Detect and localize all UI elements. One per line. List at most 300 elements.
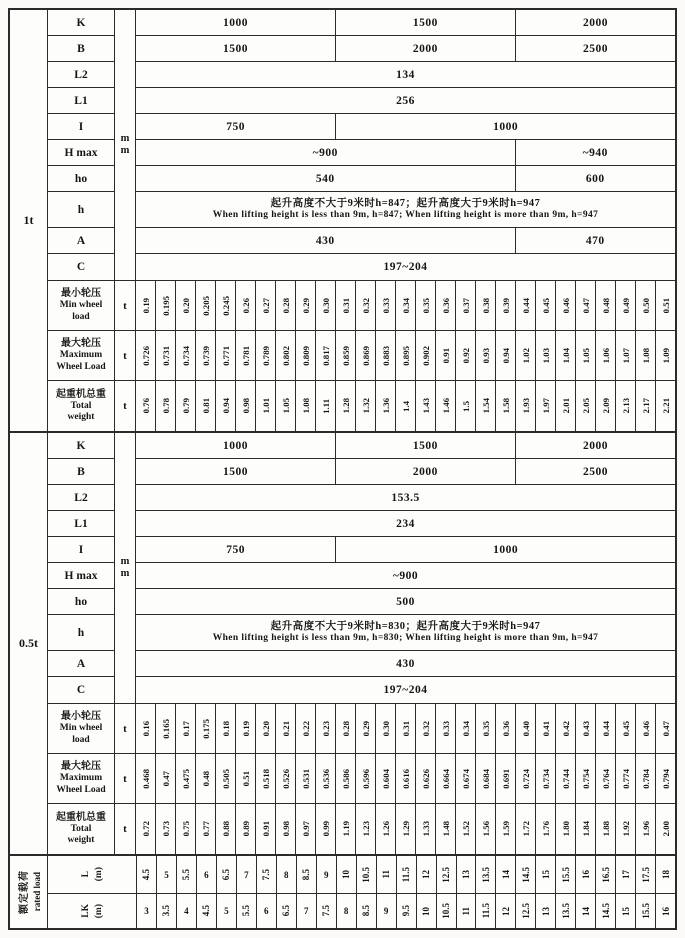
span-value-cell [157,894,177,928]
load-value: 0.505 [220,768,231,789]
span-value-cell [297,894,317,928]
load-value: 1.09 [660,347,671,364]
span-value-cell [137,856,157,893]
span-value: 16 [580,870,591,879]
load-value-cell [176,754,196,803]
rated-load-body [48,856,675,928]
span-value-cell [536,894,556,928]
param-label-k: K [48,10,114,36]
load-value-cell [236,704,256,753]
span-value: 8.5 [301,868,312,881]
load-value: 0.883 [380,345,391,366]
load-value: 0.902 [420,345,431,366]
load-value: 1.06 [600,347,611,364]
dim-value-cell: 750 [136,537,336,562]
load-value-cell [216,331,236,380]
load-value-cell [316,754,336,803]
span-value: 6.5 [281,905,292,917]
load-value-cell [576,281,596,330]
load-value-cell [516,804,536,854]
load-value-cell [536,754,556,803]
dim-row-b-values [136,36,675,62]
load-label-cn: 最小轮压 [61,288,101,300]
load-value-cell [196,331,216,380]
dim-value-cell: 540 [136,166,516,191]
param-label-ho: ho [48,589,114,615]
load-value-cell [616,704,636,753]
load-value-cell [616,381,636,431]
span-row-lk-values [137,894,675,928]
span-value-cell [177,894,197,928]
span-value: 15 [620,906,631,916]
span-value: 6.5 [221,868,232,881]
span-value: 10 [341,870,352,879]
load-value: 1.52 [460,821,471,837]
span-value: 6 [204,869,209,880]
load-value: 0.47 [580,297,591,314]
span-value: 15.5 [560,866,571,883]
load-value-cell [636,281,656,330]
load-value: 0.97 [300,821,311,837]
load-value-cell [436,281,456,330]
load-value-cell [456,281,476,330]
dim-value-cell: ~900 [136,140,516,165]
load-value-cell [376,281,396,330]
load-value: 0.784 [640,768,651,789]
load-value: 1.19 [340,821,351,837]
load-value-cell [576,381,596,431]
load-value: 0.78 [160,398,171,414]
load-value-cell [256,804,276,854]
load-value-cell [516,331,536,380]
load-value: 0.30 [380,720,391,737]
load-value-cell [396,381,416,431]
load-value: 0.817 [320,345,331,366]
dim-value-cell: 470 [585,234,605,247]
span-value: 14 [580,906,591,916]
load-value-cell [516,281,536,330]
load-value-cell [316,381,336,431]
min-wheel-load-values [136,704,675,753]
load-value-cell [276,754,296,803]
load-value: 0.50 [640,297,651,314]
load-value-cell [656,381,675,431]
span-value-cell [337,856,357,893]
span-value-cell [457,894,477,928]
dim-value-cell: 256 [396,94,415,107]
span-value: 7 [244,869,249,880]
load-value: 1.33 [420,821,431,837]
load-value: 0.754 [580,768,591,789]
load-value-cell [276,381,296,431]
load-value: 0.734 [180,345,191,366]
dim-row-ho-values [136,166,675,192]
load-value: 0.46 [640,720,651,737]
load-value-cell [636,754,656,803]
dim-row-l2-values [136,485,675,511]
load-value-cell [436,331,456,380]
load-value: 0.38 [480,297,491,314]
load-value-cell [156,281,176,330]
load-value: 0.75 [180,821,191,837]
load-value-cell [636,381,656,431]
span-value: 15 [540,870,551,879]
load-value-cell [236,281,256,330]
span-value: 12 [421,870,432,879]
load-value: 0.32 [360,297,371,314]
dim-row-h-note [136,615,675,651]
dim-value-cell: 2500 [582,465,608,478]
dim-value-cell: 600 [585,172,605,185]
load-value-cell [396,754,416,803]
load-value: 0.19 [240,720,251,737]
load-value: 0.859 [340,345,351,366]
load-value-cell [316,804,336,854]
span-row-l-label [48,856,137,893]
load-value: 1.72 [520,821,531,837]
span-value: 4.5 [201,905,212,917]
dim-value-cell: 2000 [336,36,516,61]
load-value-cell [336,281,356,330]
span-value: 14 [500,870,511,879]
span-value: 12.5 [441,866,452,883]
load-value-cell [596,331,616,380]
load-value: 0.764 [600,768,611,789]
span-value-cell [656,894,675,928]
span-value-cell [576,856,596,893]
load-value: 0.205 [200,295,211,316]
span-value-cell [197,894,217,928]
span-value-cell [476,894,496,928]
load-value: 0.94 [220,398,231,414]
span-value-cell [636,856,656,893]
param-label-h: h [48,192,114,228]
load-value: 0.30 [320,297,331,314]
load-value-cell [416,804,436,854]
load-value-cell [256,281,276,330]
load-value-cell [136,281,156,330]
load-value: 1.54 [480,398,491,414]
load-value: 0.88 [220,821,231,837]
span-value-cell [257,894,277,928]
load-value: 0.536 [320,768,331,789]
load-value-cell [296,754,316,803]
h-note-en: When lifting height is less than 9m, h=847; When lifting height is more than 9m, h=947 [212,210,599,221]
load-value: 0.51 [240,770,251,787]
load-value: 0.802 [280,345,291,366]
load-value: 0.47 [660,720,671,737]
load-value: 0.47 [160,770,171,787]
load-label-en2: weight [67,412,95,422]
load-value: 0.41 [540,720,551,737]
max-wheel-load-values [136,754,675,803]
section-0-5t-label: 0.5t [10,433,48,854]
load-value-cell [536,281,556,330]
load-value: 2.01 [560,398,571,414]
section-rated-load [10,856,675,928]
load-value-cell [336,381,356,431]
dim-row-h-note [136,192,675,228]
load-value: 0.684 [480,768,491,789]
load-value: 0.781 [240,345,251,366]
span-value-cell [536,856,556,893]
load-value-cell [516,754,536,803]
load-value-cell [456,704,476,753]
crane-spec-table [8,8,677,930]
dim-row-i-values [136,537,675,563]
load-value-cell [216,704,236,753]
load-value: 0.28 [280,297,291,314]
load-value: 0.91 [440,347,451,364]
span-value: 11.5 [480,903,491,919]
load-value: 0.724 [520,768,531,789]
load-value: 0.245 [220,295,231,316]
load-value-cell [196,754,216,803]
dim-value-cell: 1000 [493,543,519,556]
dim-value-cell: 2000 [336,459,516,484]
load-value-cell [216,381,236,431]
max-wheel-load-row-1t [48,331,675,381]
load-value-cell [336,331,356,380]
span-value: 4 [184,906,189,916]
span-value-cell [337,894,357,928]
load-value-cell [356,804,376,854]
load-value: 1.05 [580,347,591,364]
load-value: 0.44 [520,297,531,314]
load-value: 0.23 [320,720,331,737]
load-value: 1.01 [260,398,271,414]
span-label-unit: (m) [93,867,104,882]
load-value: 0.468 [140,768,151,789]
load-value-cell [336,804,356,854]
load-value-cell [636,331,656,380]
dim-value-cell: 1500 [336,433,516,458]
load-value-cell [176,704,196,753]
dim-row-a-values [136,228,675,254]
load-value: 1.4 [400,400,411,412]
load-value-cell [296,281,316,330]
load-value-cell [376,804,396,854]
load-value-cell [236,754,256,803]
load-value-cell [496,281,516,330]
unit-t-cell: t [115,281,136,330]
dim-value-cell: 1000 [136,10,336,35]
min-wheel-load-values [136,281,675,330]
load-value-cell [136,704,156,753]
load-value-cell [476,804,496,854]
span-value: 13.5 [560,903,571,919]
span-value: 7.5 [321,905,332,917]
load-value-cell [616,754,636,803]
load-value-cell [416,381,436,431]
load-value-cell [436,704,456,753]
unit-t-cell: t [115,381,136,431]
load-value-cell [416,331,436,380]
load-value-cell [196,381,216,431]
load-value: 0.20 [180,297,191,314]
span-value: 8.5 [361,905,372,917]
load-value-cell [516,381,536,431]
param-label-c: C [76,684,86,696]
span-value: 8 [343,906,349,916]
load-value: 0.626 [420,768,431,789]
section-1t-body [48,10,675,431]
span-value-cell [277,856,297,893]
h-note-cn: 起升高度不大于9米时h=847；起升高度大于9米时h=947 [270,198,541,209]
h-note-cn: 起升高度不大于9米时h=830；起升高度大于9米时h=947 [270,621,541,632]
span-value-cell [297,856,317,893]
load-value: 2.13 [620,398,631,414]
span-value-cell [576,894,596,928]
unit-mm-cell [115,433,136,703]
load-value: 0.22 [300,720,311,737]
load-value-cell [136,804,156,854]
load-value: 1.59 [500,821,511,837]
span-value-cell [616,856,636,893]
load-value-cell [276,331,296,380]
span-value: 17 [620,870,631,879]
load-value-cell [236,804,256,854]
load-value-cell [616,331,636,380]
load-value-cell [596,804,616,854]
dim-value-cell: 430 [396,657,415,670]
load-value: 0.734 [540,768,551,789]
load-value: 0.526 [280,768,291,789]
span-value: 11 [460,906,471,916]
max-wheel-load-label [48,754,115,803]
load-value: 1.05 [280,398,291,414]
span-value-cell [496,856,516,893]
load-value: 0.34 [460,720,471,737]
span-value: 6 [264,906,269,916]
dim-row-hmax-values [136,563,675,589]
load-value: 0.165 [160,718,171,739]
load-value-cell [416,281,436,330]
load-value: 0.586 [340,768,351,789]
dims-block-0-5t [48,433,675,704]
dim-row-c-values [136,254,675,280]
load-label-cn: 最小轮压 [61,711,101,723]
load-value-cell [596,281,616,330]
load-value: 0.45 [620,720,631,737]
load-value: 0.98 [280,821,291,837]
span-value-cell [476,856,496,893]
load-value-cell [656,754,675,803]
span-row-l [48,856,675,894]
dim-row-l1-values [136,88,675,114]
load-label-cn: 起重机总重 [56,811,106,823]
load-value: 0.81 [200,398,211,414]
load-value: 0.39 [500,297,511,314]
span-value: 5.5 [241,905,252,917]
span-value: 16 [660,906,671,916]
dim-value-cell: 234 [396,517,415,530]
load-value: 0.21 [280,720,291,737]
load-value: 0.771 [220,345,231,366]
load-value-cell [216,281,236,330]
data-column-0-5t [136,433,675,703]
load-value-cell [136,331,156,380]
load-value: 1.93 [520,398,531,414]
load-value: 0.774 [620,768,631,789]
load-value: 2.05 [580,398,591,414]
span-value-cell [596,894,616,928]
load-value: 1.36 [380,398,391,414]
load-value-cell [176,804,196,854]
dim-row-b-values [136,459,675,485]
span-value: 8 [284,869,289,880]
load-value-cell [316,704,336,753]
load-value-cell [276,804,296,854]
load-value: 0.44 [600,720,611,737]
span-value: 12 [500,906,511,916]
unit-t-cell: t [115,704,136,753]
load-value: 1.92 [620,821,631,837]
load-value: 0.46 [560,297,571,314]
dim-row-l2-values [136,62,675,88]
load-value-cell [256,331,276,380]
unit-mm-text: mm [119,133,131,157]
total-weight-label [48,381,115,431]
section-0-5t-body [48,433,675,854]
load-value: 0.42 [560,720,571,737]
load-value-cell [196,804,216,854]
rated-load-label-cn: 额定载荷 [19,870,30,914]
dim-row-hmax-values [136,140,675,166]
span-value-cell [636,894,656,928]
total-weight-values [136,381,675,431]
span-row-lk-label [48,894,137,928]
unit-mm-cell [115,10,136,280]
load-value: 0.49 [620,297,631,314]
load-value-cell [496,704,516,753]
load-value: 0.616 [400,768,411,789]
load-value-cell [636,704,656,753]
load-value: 0.31 [400,720,411,737]
load-value-cell [556,804,576,854]
load-value-cell [376,381,396,431]
load-value-cell [356,331,376,380]
min-wheel-load-label [48,281,115,330]
load-value-cell [436,381,456,431]
span-value: 4.5 [141,868,152,881]
load-value: 2.21 [660,398,671,414]
load-label-cn: 最大轮压 [61,761,101,773]
load-value: 1.97 [540,398,551,414]
dim-row-k-values [136,10,675,36]
unit-t-cell: t [115,754,136,803]
load-value-cell [316,331,336,380]
load-value: 0.19 [140,297,151,314]
dim-row-k-values [136,433,675,459]
load-value-cell [416,704,436,753]
max-wheel-load-row-0-5t [48,754,675,804]
load-value-cell [156,754,176,803]
load-value-cell [236,331,256,380]
load-value-cell [596,754,616,803]
span-value: 12.5 [520,903,531,919]
span-value-cell [377,856,397,893]
load-label-en1: Min wheel [59,300,103,311]
load-value: 0.731 [160,345,171,366]
load-value: 0.739 [200,345,211,366]
load-value-cell [436,754,456,803]
load-value-cell [656,281,675,330]
load-value-cell [296,381,316,431]
param-label-a: A [48,651,114,677]
min-wheel-load-row-1t [48,281,675,331]
dim-row-ho-values [136,589,675,615]
